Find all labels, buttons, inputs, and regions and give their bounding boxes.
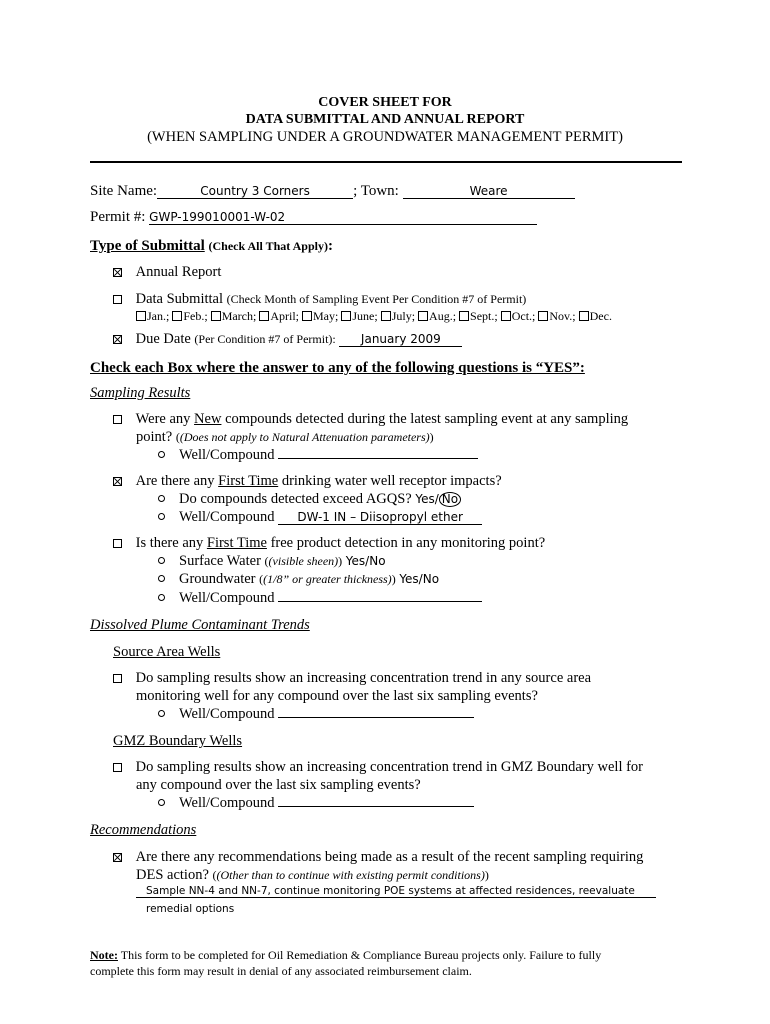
agqs-no-circled[interactable]: No xyxy=(439,492,461,507)
note-line2: complete this form may result in denial of any associated reimbursement claim. xyxy=(90,964,472,978)
agqs-yes[interactable]: Yes/ xyxy=(415,492,439,506)
annual-report-label: Annual Report xyxy=(135,264,222,280)
gmz-checkbox[interactable] xyxy=(113,763,122,772)
month-checkbox[interactable] xyxy=(501,311,511,321)
form-title-line3: (WHEN SAMPLING UNDER A GROUNDWATER MANAGEMENT PERMIT) xyxy=(147,129,623,145)
due-date-item xyxy=(113,331,462,348)
recommendations-answer-line1[interactable]: Sample NN-4 and NN-7, continue monitoring POE systems at affected residences, reevaluate xyxy=(136,885,656,898)
note-line1: Note: This form to be completed for Oil Remediation & Compliance Bureau projects only. Failure to fully xyxy=(90,948,602,962)
free-product-well: Well/Compound xyxy=(158,590,482,607)
title-divider xyxy=(90,161,682,163)
source-area-well-field[interactable] xyxy=(278,717,474,718)
new-compounds-question-line2: point? ((Does not apply to Natural Attenuation parameters)) xyxy=(136,429,434,445)
month-option xyxy=(579,309,612,323)
form-title-line1: COVER SHEET FOR xyxy=(318,95,452,110)
free-product-checkbox[interactable] xyxy=(113,539,122,548)
bullet-icon xyxy=(158,557,165,564)
month-option xyxy=(172,309,210,323)
source-area-checkbox[interactable] xyxy=(113,674,122,683)
recommendations-heading: Recommendations xyxy=(90,822,197,838)
month-option xyxy=(341,309,380,323)
new-compounds-checkbox[interactable] xyxy=(113,415,122,424)
month-checkbox[interactable] xyxy=(381,311,391,321)
month-label: Oct.; xyxy=(511,309,536,323)
source-area-question-line2: monitoring well for any compound over the last six sampling events? xyxy=(136,688,538,704)
due-date-field[interactable]: January 2009 xyxy=(339,332,462,347)
month-checkbox[interactable] xyxy=(459,311,469,321)
month-option xyxy=(211,309,260,323)
month-option xyxy=(418,309,459,323)
site-name-label: Site Name: xyxy=(90,183,158,199)
annual-report-item xyxy=(113,264,221,281)
month-checkbox[interactable] xyxy=(136,311,146,321)
month-checkbox[interactable] xyxy=(579,311,589,321)
month-label: June; xyxy=(352,309,378,323)
recommendations-question-line2: DES action? ((Other than to continue with existing permit conditions)) xyxy=(136,867,489,883)
recommendations-checkbox[interactable] xyxy=(113,853,122,862)
groundwater-item: Groundwater ((1/8” or greater thickness)) Yes/No xyxy=(158,571,439,588)
agqs-question: Do compounds detected exceed AGQS? Yes/ No xyxy=(158,491,461,508)
bullet-icon xyxy=(158,513,165,520)
form-title-line2: DATA SUBMITTAL AND ANNUAL REPORT xyxy=(245,112,525,127)
gmz-well: Well/Compound xyxy=(158,795,474,812)
source-area-heading: Source Area Wells xyxy=(113,644,221,660)
month-option xyxy=(259,309,302,323)
month-label: April; xyxy=(270,309,300,323)
month-option xyxy=(136,309,172,323)
data-submittal-note: (Check Month of Sampling Event Per Condition #7 of Permit) xyxy=(226,292,527,306)
month-checkboxes xyxy=(136,309,612,324)
month-option xyxy=(538,309,578,323)
free-product-question: Is there any First Time free product detection in any monitoring point? xyxy=(113,535,545,552)
submittal-heading: Type of Submittal (Check All That Apply): xyxy=(90,238,333,254)
month-label: Feb.; xyxy=(183,309,208,323)
month-label: May; xyxy=(313,309,339,323)
month-option xyxy=(459,309,501,323)
due-date-checkbox[interactable] xyxy=(113,335,122,344)
surface-water-item: Surface Water ((visible sheen)) Yes/No xyxy=(158,553,386,570)
site-name-field[interactable]: Country 3 Corners xyxy=(157,184,353,199)
data-submittal-checkbox[interactable] xyxy=(113,295,122,304)
month-checkbox[interactable] xyxy=(538,311,548,321)
permit-label: Permit #: xyxy=(90,209,146,225)
month-checkbox[interactable] xyxy=(211,311,221,321)
permit-field[interactable]: GWP-199010001-W-02 xyxy=(149,210,537,225)
month-option xyxy=(381,309,418,323)
bullet-icon xyxy=(158,575,165,582)
gmz-boundary-heading: GMZ Boundary Wells xyxy=(113,733,243,749)
bullet-icon xyxy=(158,594,165,601)
gmz-well-field[interactable] xyxy=(278,806,474,807)
due-date-note: (Per Condition #7 of Permit): xyxy=(194,332,336,346)
source-area-question: Do sampling results show an increasing concentration trend in any source area xyxy=(113,670,591,687)
recommendations-answer-line2[interactable]: remedial options xyxy=(146,903,235,915)
month-option xyxy=(501,309,539,323)
month-checkbox[interactable] xyxy=(259,311,269,321)
town-label: ; Town: xyxy=(353,183,399,199)
first-time-drinking-well-field[interactable]: DW-1 IN – Diisopropyl ether xyxy=(278,510,482,525)
town-field[interactable]: Weare xyxy=(403,184,575,199)
month-checkbox[interactable] xyxy=(172,311,182,321)
bullet-icon xyxy=(158,451,165,458)
due-date-label: Due Date xyxy=(135,331,191,347)
new-compounds-well-field[interactable] xyxy=(278,458,478,459)
site-town-row xyxy=(90,183,575,200)
month-label: Dec. xyxy=(589,309,612,323)
month-checkbox[interactable] xyxy=(418,311,428,321)
first-time-drinking-well: Well/Compound DW-1 IN – Diisopropyl ether xyxy=(158,509,482,526)
data-submittal-label: Data Submittal xyxy=(135,291,224,307)
recommendations-question: Are there any recommendations being made as a result of the recent sampling requiring xyxy=(113,849,643,866)
questions-heading: Check each Box where the answer to any of the following questions is “YES”: xyxy=(90,360,585,376)
permit-row xyxy=(90,209,537,226)
month-label: Aug.; xyxy=(429,309,457,323)
new-compounds-question: Were any New compounds detected during the latest sampling event at any sampling xyxy=(113,411,628,428)
first-time-drinking-checkbox[interactable] xyxy=(113,477,122,486)
gmz-question-line2: any compound over the last six sampling events? xyxy=(136,777,421,793)
month-label: Nov.; xyxy=(549,309,576,323)
bullet-icon xyxy=(158,710,165,717)
month-checkbox[interactable] xyxy=(302,311,312,321)
new-compounds-well: Well/Compound xyxy=(158,447,478,464)
groundwater-yes-no[interactable]: Yes/No xyxy=(399,572,440,586)
source-area-well: Well/Compound xyxy=(158,706,474,723)
annual-report-checkbox[interactable] xyxy=(113,268,122,277)
month-label: Jan.; xyxy=(147,309,170,323)
month-label: March; xyxy=(221,309,257,323)
sampling-results-heading: Sampling Results xyxy=(90,385,191,401)
bullet-icon xyxy=(158,799,165,806)
month-label: July; xyxy=(391,309,416,323)
surface-water-yes-no[interactable]: Yes/No xyxy=(345,554,386,568)
month-checkbox[interactable] xyxy=(341,311,351,321)
free-product-well-field[interactable] xyxy=(278,601,482,602)
month-label: Sept.; xyxy=(470,309,498,323)
data-submittal-item xyxy=(113,291,526,308)
gmz-question: Do sampling results show an increasing concentration trend in GMZ Boundary well for xyxy=(113,759,643,776)
bullet-icon xyxy=(158,495,165,502)
first-time-drinking-question: Are there any First Time drinking water well receptor impacts? xyxy=(113,473,502,490)
month-option xyxy=(302,309,341,323)
plume-trends-heading: Dissolved Plume Contaminant Trends xyxy=(90,617,310,633)
